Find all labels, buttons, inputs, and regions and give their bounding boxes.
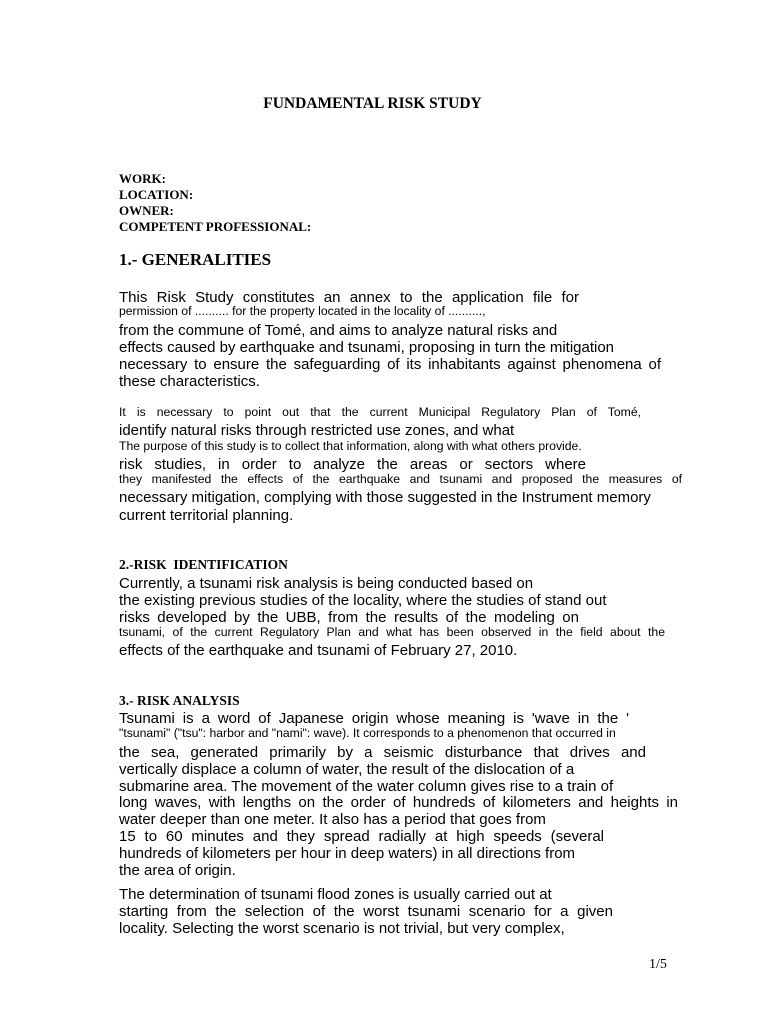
paragraph-line: effects caused by earthquake and tsunami, proposing in turn the mitigation bbox=[119, 339, 615, 356]
paragraph-line: risks developed by the UBB, from the results of the modeling on bbox=[119, 609, 579, 626]
section-heading-risk-identification: 2.-RISK IDENTIFICATION bbox=[119, 557, 288, 572]
paragraph-line: "tsunami" ("tsu": harbor and "nami": wave). It corresponds to a phenomenon that occurred in bbox=[119, 726, 616, 740]
page-number: 1/5 bbox=[649, 957, 667, 972]
document-title: FUNDAMENTAL RISK STUDY bbox=[263, 95, 482, 112]
paragraph-line: vertically displace a column of water, the result of the dislocation of a bbox=[119, 761, 575, 778]
section-heading-generalities: 1.- GENERALITIES bbox=[119, 250, 272, 269]
paragraph-line: they manifested the effects of the earthquake and tsunami and proposed the measures of bbox=[119, 472, 682, 486]
field-location: LOCATION: bbox=[119, 187, 194, 202]
field-owner: OWNER: bbox=[119, 203, 174, 218]
paragraph-line: starting from the selection of the worst tsunami scenario for a given bbox=[119, 903, 613, 920]
paragraph-line: Tsunami is a word of Japanese origin whose meaning is 'wave in the ' bbox=[119, 710, 629, 727]
paragraph-line: permission of .......... for the property located in the locality of .........., bbox=[119, 304, 486, 318]
paragraph-line: hundreds of kilometers per hour in deep waters) in all directions from bbox=[119, 845, 576, 862]
paragraph-line: long waves, with lengths on the order of hundreds of kilometers and heights in bbox=[119, 794, 678, 811]
paragraph-line: submarine area. The movement of the water column gives rise to a train of bbox=[119, 778, 614, 795]
paragraph-line: risk studies, in order to analyze the areas or sectors where bbox=[119, 456, 586, 473]
paragraph-line: the sea, generated primarily by a seismic disturbance that drives and bbox=[119, 744, 646, 761]
field-competent-professional: COMPETENT PROFESSIONAL: bbox=[119, 219, 312, 234]
section-heading-risk-analysis: 3.- RISK ANALYSIS bbox=[119, 693, 240, 708]
paragraph-line: The purpose of this study is to collect that information, along with what others provide. bbox=[119, 439, 582, 453]
paragraph-line: locality. Selecting the worst scenario is not trivial, but very complex, bbox=[119, 920, 565, 937]
paragraph-line: the existing previous studies of the locality, where the studies of stand out bbox=[119, 592, 607, 609]
paragraph-line: 15 to 60 minutes and they spread radially at high speeds (several bbox=[119, 828, 604, 845]
paragraph-line: This Risk Study constitutes an annex to the application file for bbox=[119, 289, 579, 306]
paragraph-line: effects of the earthquake and tsunami of February 27, 2010. bbox=[119, 642, 518, 659]
paragraph-line: It is necessary to point out that the current Municipal Regulatory Plan of Tomé, bbox=[119, 405, 641, 419]
paragraph-line: these characteristics. bbox=[119, 373, 260, 390]
paragraph-line: current territorial planning. bbox=[119, 507, 294, 524]
paragraph-line: from the commune of Tomé, and aims to analyze natural risks and bbox=[119, 322, 558, 339]
paragraph-line: necessary mitigation, complying with those suggested in the Instrument memory bbox=[119, 489, 651, 506]
paragraph-line: The determination of tsunami flood zones is usually carried out at bbox=[119, 886, 552, 903]
paragraph-line: identify natural risks through restricted use zones, and what bbox=[119, 422, 515, 439]
paragraph-line: water deeper than one meter. It also has a period that goes from bbox=[119, 811, 546, 828]
paragraph-line: Currently, a tsunami risk analysis is being conducted based on bbox=[119, 575, 534, 592]
field-work: WORK: bbox=[119, 171, 166, 186]
paragraph-line: the area of origin. bbox=[119, 862, 236, 879]
paragraph-line: necessary to ensure the safeguarding of its inhabitants against phenomena of bbox=[119, 356, 661, 373]
paragraph-line: tsunami, of the current Regulatory Plan and what has been observed in the field about the bbox=[119, 625, 665, 639]
